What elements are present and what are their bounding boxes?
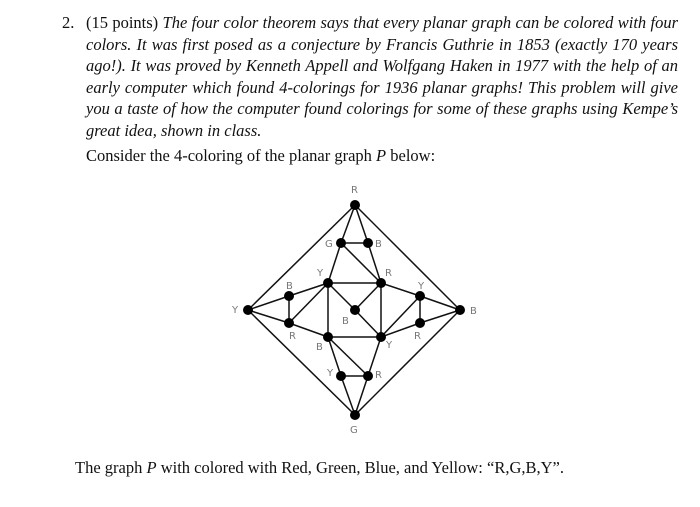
- vertex-center: [350, 305, 360, 315]
- vertex-inner-lower-right: [376, 332, 386, 342]
- problem-line-1: The four color theorem says that every planar graph can be colored: [162, 13, 614, 32]
- vertex-bottom-left-pair: [336, 371, 346, 381]
- label-bottom-right-pair: R: [375, 370, 382, 381]
- vertex-left-lower: [284, 318, 294, 328]
- label-inner-lower-right: Y: [386, 340, 393, 351]
- label-inner-upper-left: Y: [317, 268, 324, 279]
- consider-text-end: below:: [386, 146, 436, 165]
- label-top-left-pair: G: [325, 239, 333, 250]
- vertex-right: [455, 305, 465, 315]
- vertex-top: [350, 200, 360, 210]
- vertex-right-lower: [415, 318, 425, 328]
- label-top-right-pair: B: [375, 239, 382, 250]
- caption-variable: P: [146, 458, 157, 477]
- planar-graph-figure: [210, 178, 490, 440]
- label-right-upper: Y: [418, 281, 425, 292]
- consider-text: Consider the 4-coloring of the planar graph: [86, 146, 377, 165]
- vertex-inner-upper-right: [376, 278, 386, 288]
- problem-line-4: in 1977 with the help of an early computer which found 4-colorings for 1936: [86, 56, 678, 97]
- problem-points: (15 points): [86, 13, 159, 32]
- graph-vertices: [243, 200, 465, 420]
- vertex-inner-upper-left: [323, 278, 333, 288]
- vertex-top-right-pair: [363, 238, 373, 248]
- problem-line-6: colorings for some of these graphs using Kempe’s great idea, shown in class.: [86, 99, 678, 140]
- vertex-left-upper: [284, 291, 294, 301]
- label-left-upper: B: [286, 281, 293, 292]
- label-right-lower: R: [414, 331, 421, 342]
- label-bottom: G: [350, 425, 358, 436]
- vertex-right-upper: [415, 291, 425, 301]
- figure-caption: [75, 458, 564, 478]
- problem-line-2: with four colors. It was first posed as a conjecture by Francis Guthrie in 1853: [86, 13, 679, 54]
- vertex-inner-lower-left: [323, 332, 333, 342]
- vertex-left: [243, 305, 253, 315]
- consider-sentence: [86, 146, 435, 166]
- vertex-top-left-pair: [336, 238, 346, 248]
- graph-variable: P: [376, 146, 387, 165]
- problem-number: 2.: [62, 13, 75, 32]
- label-top: R: [351, 185, 358, 196]
- problem-statement: [62, 12, 678, 141]
- vertex-bottom: [350, 410, 360, 420]
- problem-line-5: planar graphs! This problem will give you a taste of how the computer found: [86, 77, 679, 118]
- label-bottom-left-pair: Y: [327, 368, 334, 379]
- vertex-bottom-right-pair: [363, 371, 373, 381]
- problem-line-3: (exactly 170 years ago!). It was proved by Kenneth Appell and Wolfgang Haken: [86, 34, 679, 75]
- label-left: Y: [232, 305, 239, 316]
- label-right: B: [470, 306, 477, 317]
- label-inner-upper-right: R: [385, 268, 392, 279]
- problem-body: [86, 12, 678, 141]
- caption-text: The graph: [75, 458, 147, 477]
- label-center: B: [342, 316, 349, 327]
- label-inner-lower-left: B: [316, 342, 323, 353]
- label-left-lower: R: [289, 331, 296, 342]
- caption-text-end: with colored with Red, Green, Blue, and Yellow: “R,G,B,Y”.: [156, 458, 564, 477]
